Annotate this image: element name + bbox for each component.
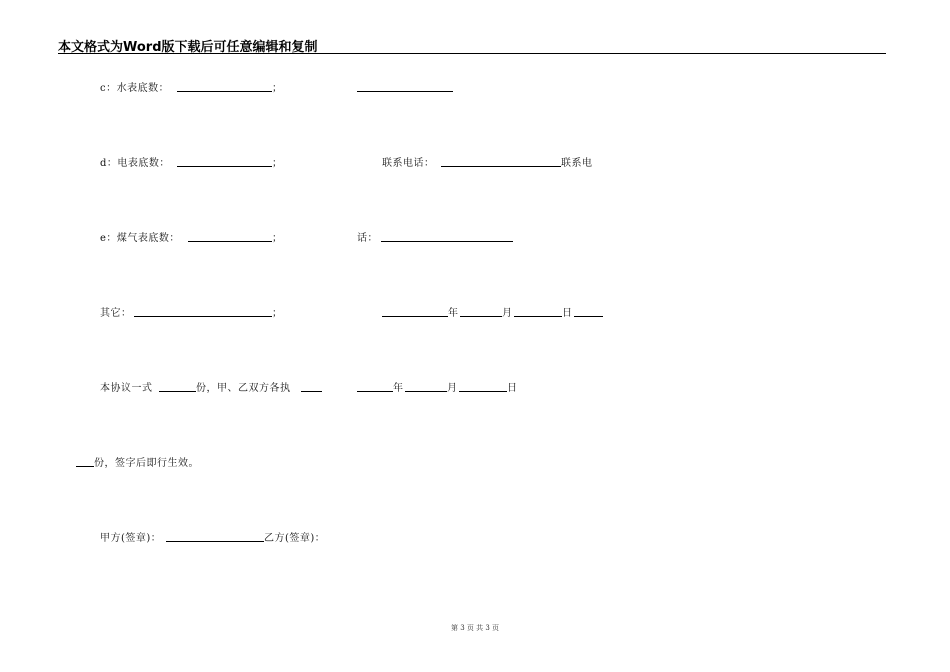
- party-a-signature-blank: [166, 541, 264, 542]
- other-label: 其它：: [100, 308, 132, 319]
- copies-count-blank: [159, 391, 196, 392]
- party-b-signature-label: 乙方(签章)：: [264, 533, 326, 544]
- date-month-blank-2: [405, 391, 447, 392]
- date-month-blank-1: [460, 316, 502, 317]
- semicolon: ；: [272, 158, 283, 169]
- copies-each-blank-cont: [76, 466, 94, 467]
- right-blank-1: [357, 91, 453, 92]
- month-label: 月: [447, 383, 458, 394]
- semicolon: ；: [272, 83, 283, 94]
- electric-meter-blank: [177, 166, 272, 167]
- contact-phone-blank: [441, 166, 561, 167]
- water-meter-label: c：水表底数：: [100, 83, 170, 94]
- copies-unit-label: 份，甲、乙双方各执: [196, 383, 291, 394]
- date-day-blank-2: [459, 391, 507, 392]
- gas-meter-blank: [188, 241, 272, 242]
- semicolon: ；: [272, 233, 283, 244]
- day-label: 日: [562, 308, 573, 319]
- date-tail-blank-1: [574, 316, 603, 317]
- phone-blank-2: [381, 241, 513, 242]
- party-a-signature-label: 甲方(签章)：: [100, 533, 162, 544]
- contact-phone-label: 联系电话：: [382, 158, 435, 169]
- date-year-blank-1: [382, 316, 448, 317]
- semicolon: ；: [272, 308, 283, 319]
- contact-phone-label-2: 联系电: [561, 158, 593, 169]
- date-year-blank-2: [357, 391, 393, 392]
- year-label: 年: [393, 383, 404, 394]
- date-day-blank-1: [514, 316, 562, 317]
- year-label: 年: [448, 308, 459, 319]
- header-divider: [58, 53, 886, 54]
- copies-each-blank: [301, 391, 322, 392]
- page-footer: 第 3 页 共 3 页: [450, 624, 500, 632]
- copies-label: 本协议一式: [100, 383, 153, 394]
- month-label: 月: [502, 308, 513, 319]
- copies-effective-text: 份，签字后即行生效。: [94, 458, 199, 469]
- electric-meter-label: d：电表底数：: [100, 158, 170, 169]
- water-meter-blank: [177, 91, 272, 92]
- phone-label-cont: 话：: [357, 233, 378, 244]
- day-label: 日: [507, 383, 518, 394]
- other-blank: [134, 316, 272, 317]
- document-header-title: 本文格式为Word版下载后可任意编辑和复制: [58, 40, 318, 55]
- gas-meter-label: e：煤气表底数：: [100, 233, 180, 244]
